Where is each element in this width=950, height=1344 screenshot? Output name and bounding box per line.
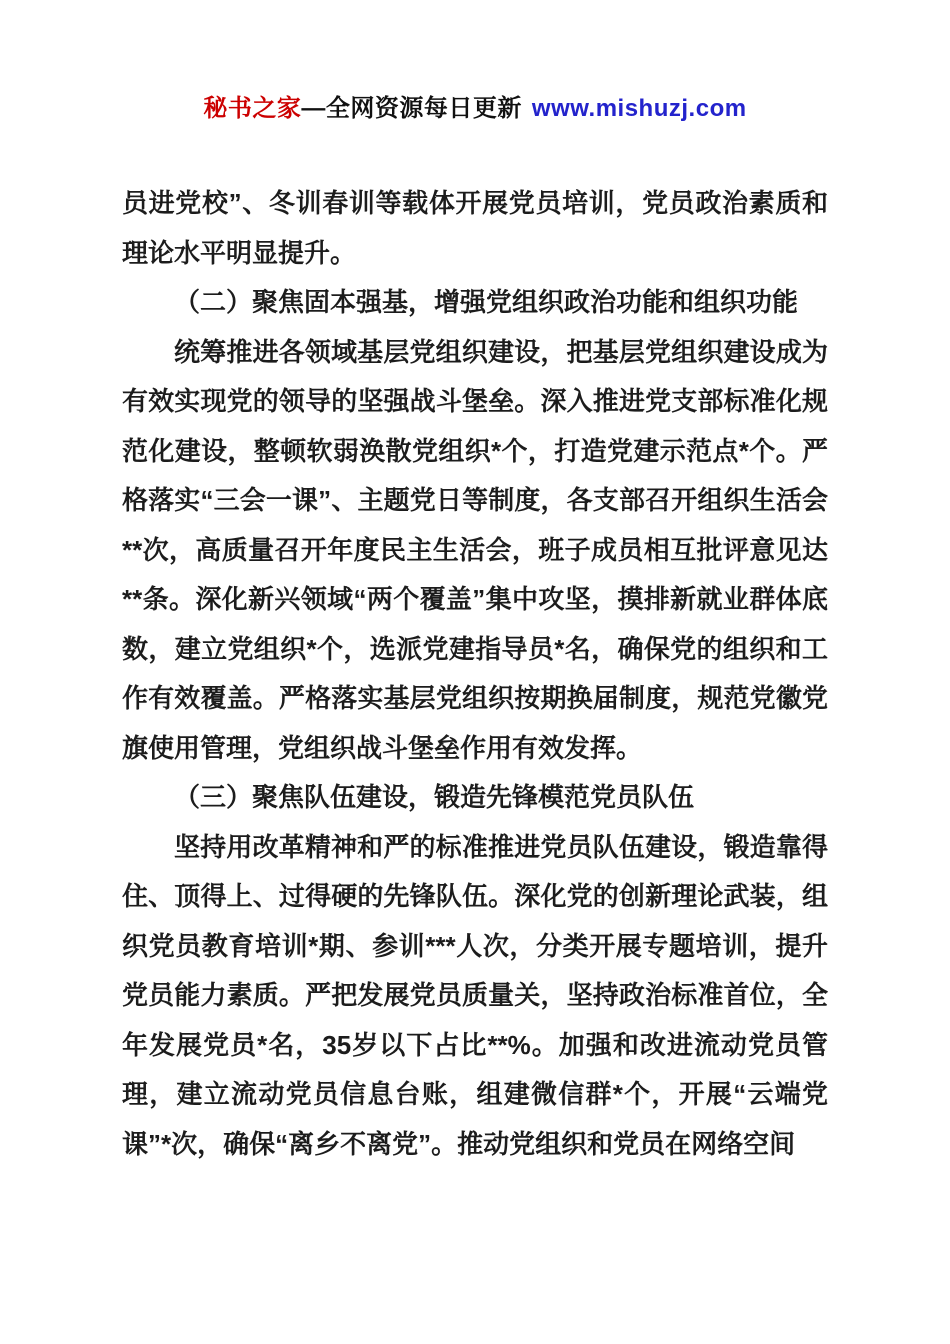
site-tagline: 全网资源每日更新	[325, 95, 522, 122]
body-paragraph: 员进党校”、冬训春训等载体开展党员培训，党员政治素质和理论水平明显提升。	[122, 188, 828, 268]
body-paragraph: 坚持用改革精神和严的标准推进党员队伍建设，锻造靠得住、顶得上、过得硬的先锋队伍。深化党的创新理论武装，组织党员教育培训*期、参训***人次，分类开展专题培训，提升党员能力素质。严把发展党员质量关，坚持政治标准首位，全年发展党员*名，35岁以下占比**%。加强和改进流动党员管理，建立流动党员信息台账，组建微信群*个，开展“云端党课”*次，确保“离乡不离党”。推动党组织和党员在网络空间	[122, 831, 828, 1159]
site-url-link[interactable]: www.mishuzj.com	[531, 95, 747, 122]
section-heading: （三）聚焦队伍建设，锻造先锋模范党员队伍	[174, 782, 695, 812]
header-separator: —	[301, 95, 326, 122]
site-header	[0, 88, 950, 123]
body-paragraph: 统筹推进各领域基层党组织建设，把基层党组织建设成为有效实现党的领导的坚强战斗堡垒。深入推进党支部标准化规范化建设，整顿软弱涣散党组织*个，打造党建示范点*个。严格落实“三会一课”、主题党日等制度，各支部召开组织生活会**次，高质量召开年度民主生活会，班子成员相互批评意见达**条。深化新兴领域“两个覆盖”集中攻坚，摸排新就业群体底数，建立党组织*个，选派党建指导员*名，确保党的组织和工作有效覆盖。严格落实基层党组织按期换届制度，规范党徽党旗使用管理，党组织战斗堡垒作用有效发挥。	[122, 336, 828, 763]
section-heading: （二）聚焦固本强基，增强党组织政治功能和组织功能	[174, 287, 799, 317]
document-body	[122, 179, 828, 1169]
site-name: 秘书之家	[203, 95, 302, 122]
